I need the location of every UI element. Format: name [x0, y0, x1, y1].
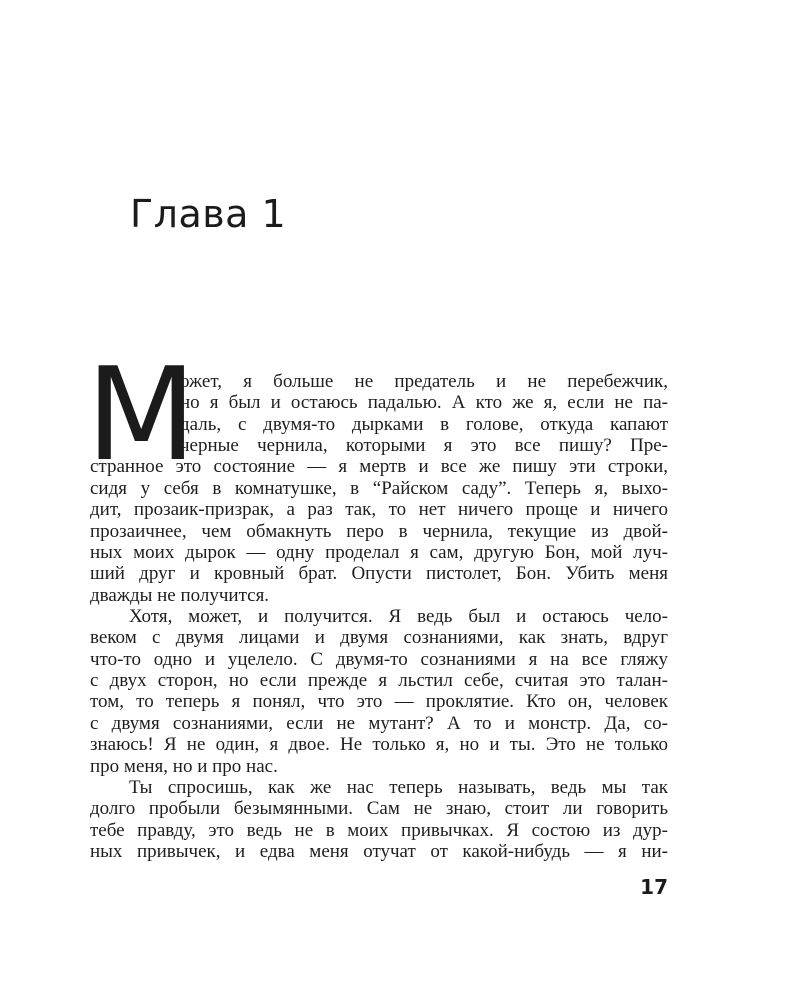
text-line: знаюсь! Я не один, я двое. Не только я, но и ты. Это не только	[90, 734, 668, 755]
text-line: ных моих дырок — одну проделал я сам, другую Бон, мой луч-	[90, 542, 668, 563]
text-line: про меня, но и про нас.	[90, 756, 278, 777]
text-line: с двумя сознаниями, если не мутант? А то и монстр. Да, со-	[90, 713, 668, 734]
text-line: тебе правду, это ведь не в моих привычках. Я состою из дур-	[90, 820, 668, 841]
text-line: но я был и остаюсь падалью. А кто же я, если не па-	[180, 392, 668, 413]
text-line: Хотя, может, и получится. Я ведь был и остаюсь чело-	[129, 606, 668, 627]
page-number: 17	[640, 875, 668, 899]
text-line: ший друг и кровный брат. Опусти пистолет, Бон. Убить меня	[90, 563, 668, 584]
text-line: сидя у себя в комнатушке, в “Райском саду”. Теперь я, выхо-	[90, 478, 668, 499]
text-line: черные чернила, которыми я это все пишу? Пре-	[180, 435, 668, 456]
text-line: дважды не получится.	[90, 585, 270, 606]
text-line: даль, с двумя-то дырками в голове, откуда капают	[180, 414, 668, 435]
text-line: веком с двумя лицами и двумя сознаниями, как знать, вдруг	[90, 627, 668, 648]
text-line: том, то теперь я понял, что это — проклятие. Кто он, человек	[90, 691, 668, 712]
chapter-title: Глава 1	[130, 192, 287, 236]
text-line: ных привычек, и едва меня отучат от какой-нибудь — я ни-	[90, 841, 668, 862]
text-line: странное это состояние — я мертв и все же пишу эти строки,	[90, 456, 668, 477]
text-line: Ты спросишь, как же нас теперь называть, ведь мы так	[129, 777, 668, 798]
text-line: ожет, я больше не предатель и не перебежчик,	[180, 371, 668, 392]
text-line: с двух сторон, но если прежде я льстил себе, считая это талан-	[90, 670, 668, 691]
drop-cap-letter: М	[86, 341, 197, 490]
text-line: долго пробыли безымянными. Сам не знаю, стоит ли говорить	[90, 798, 668, 819]
text-line: прозаичнее, чем обмакнуть перо в чернила, текущие из двой-	[90, 521, 668, 542]
text-line: что-то одно и уцелело. С двумя-то сознаниями я на все гляжу	[90, 649, 668, 670]
text-line: дит, прозаик-призрак, а раз так, то нет ничего проще и ничего	[90, 499, 668, 520]
